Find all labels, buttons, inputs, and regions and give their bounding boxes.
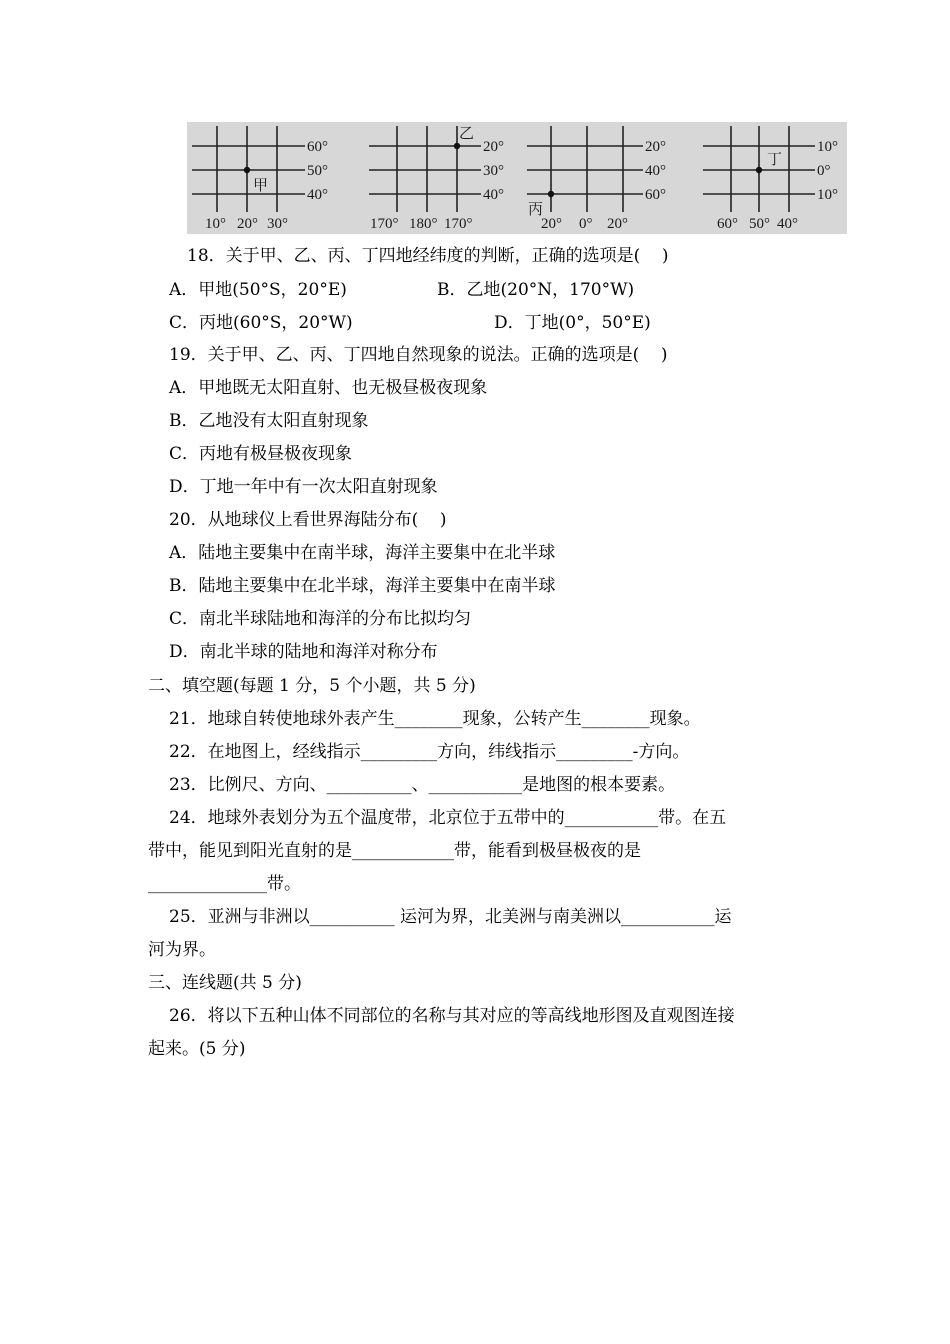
grid-diagrams <box>187 122 847 234</box>
section-2-heading: 二、填空题(每题 1 分，5 个小题，共 5 分) <box>148 676 476 696</box>
bing-marker: 丙 <box>528 202 544 218</box>
q20-option-b: B．陆地主要集中在北半球，海洋主要集中在南半球 <box>169 576 556 596</box>
q26-line-1: 26．将以下五种山体不同部位的名称与其对应的等高线地形图及直观图连接 <box>169 1006 735 1026</box>
yi-marker: 乙 <box>459 126 475 142</box>
q19-option-c: C．丙地有极昼极夜现象 <box>169 444 353 464</box>
q24-line-1: 24．地球外表划分为五个温度带，北京位于五带中的___________带。在五 <box>169 808 727 828</box>
q19-stem: 19．关于甲、乙、丙、丁四地自然现象的说法。正确的选项是( ) <box>169 345 668 365</box>
point-bing <box>548 191 554 197</box>
jia-marker: 甲 <box>253 178 269 194</box>
yi-lon-2: 180° <box>409 216 438 232</box>
point-jia <box>244 167 250 173</box>
ding-lon-3: 40° <box>777 216 798 232</box>
q18-option-a: A．甲地(50°S，20°E) <box>169 280 347 300</box>
bing-lon-1: 20° <box>541 216 562 232</box>
q19-option-a: A．甲地既无太阳直射、也无极昼极夜现象 <box>169 378 488 398</box>
ding-lat-1: 10° <box>817 139 838 155</box>
q20-option-d: D．南北半球的陆地和海洋对称分布 <box>169 642 438 662</box>
bing-lon-3: 20° <box>607 216 628 232</box>
jia-lon-1: 10° <box>205 216 226 232</box>
q18-option-d: D．丁地(0°，50°E) <box>494 313 651 333</box>
q25-line-2: 河为界。 <box>148 940 216 960</box>
q23: 23．比例尺、方向、__________、___________是地图的根本要素。 <box>169 775 676 795</box>
ding-lon-2: 50° <box>749 216 770 232</box>
q18-option-c: C．丙地(60°S，20°W) <box>169 313 353 333</box>
q19-option-d: D．丁地一年中有一次太阳直射现象 <box>169 477 438 497</box>
section-3-heading: 三、连线题(共 5 分) <box>148 973 302 993</box>
q24-line-2: 带中，能见到阳光直射的是____________带，能看到极昼极夜的是 <box>148 841 641 861</box>
yi-lat-1: 20° <box>483 139 504 155</box>
bing-lat-3: 60° <box>645 187 666 203</box>
yi-lat-2: 30° <box>483 163 504 179</box>
yi-lon-3: 170° <box>444 216 473 232</box>
jia-lat-1: 60° <box>307 139 328 155</box>
point-yi <box>454 143 460 149</box>
jia-lon-3: 30° <box>267 216 288 232</box>
jia-lon-2: 20° <box>237 216 258 232</box>
ding-lat-2: 0° <box>817 163 831 179</box>
q20-option-c: C．南北半球陆地和海洋的分布比拟均匀 <box>169 609 472 629</box>
latlon-grid-figure <box>187 122 847 234</box>
bing-lat-2: 40° <box>645 163 666 179</box>
jia-lat-3: 40° <box>307 187 328 203</box>
q24-line-3: ______________带。 <box>148 874 301 894</box>
ding-lat-3: 10° <box>817 187 838 203</box>
yi-lon-1: 170° <box>370 216 399 232</box>
q20-stem: 20．从地球仪上看世界海陆分布( ) <box>169 510 447 530</box>
q21: 21．地球自转使地球外表产生________现象，公转产生________现象。 <box>169 709 701 729</box>
q25-line-1: 25．亚洲与非洲以__________ 运河为界，北美洲与南美洲以___________运 <box>169 907 732 927</box>
q19-option-b: B．乙地没有太阳直射现象 <box>169 411 369 431</box>
q22: 22．在地图上，经线指示_________方向，纬线指示_________-方向。 <box>169 742 690 762</box>
q18-option-b: B．乙地(20°N，170°W) <box>437 280 635 300</box>
q18-stem: 18．关于甲、乙、丙、丁四地经纬度的判断，正确的选项是( ) <box>187 246 669 266</box>
jia-lat-2: 50° <box>307 163 328 179</box>
point-ding <box>756 167 762 173</box>
ding-lon-1: 60° <box>717 216 738 232</box>
bing-lon-2: 0° <box>579 216 593 232</box>
ding-marker: 丁 <box>767 152 783 168</box>
q26-line-2: 起来。(5 分) <box>148 1039 246 1059</box>
bing-lat-1: 20° <box>645 139 666 155</box>
yi-lat-3: 40° <box>483 187 504 203</box>
q20-option-a: A．陆地主要集中在南半球，海洋主要集中在北半球 <box>169 543 556 563</box>
